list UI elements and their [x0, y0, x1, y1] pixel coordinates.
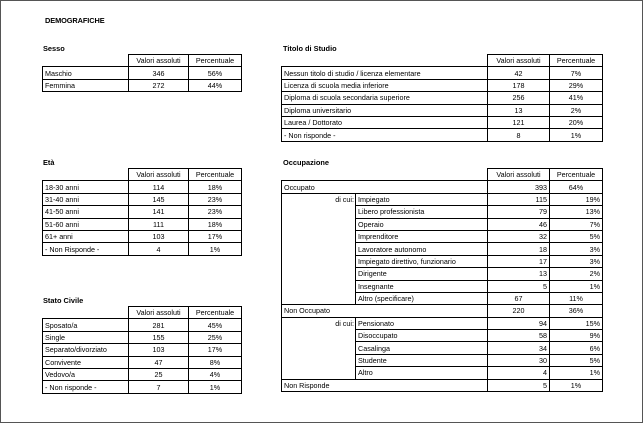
- cell-pct: 64%: [550, 181, 603, 193]
- row-label: Laurea / Dottorato: [282, 116, 488, 128]
- table-row: [43, 181, 242, 193]
- eta-table: [42, 168, 242, 256]
- cell-abs: 13: [488, 268, 550, 280]
- row-label: Diploma di scuola secondaria superiore: [282, 92, 488, 104]
- stato-civile-title: Stato Civile: [43, 296, 84, 305]
- table-header-row: [282, 55, 603, 67]
- row-label: Impiegato: [356, 193, 488, 205]
- table-row: [43, 381, 242, 393]
- cell-abs: 4: [488, 367, 550, 379]
- row-label: 31-40 anni: [43, 193, 129, 205]
- cell-pct: 23%: [189, 193, 242, 205]
- table-row: [43, 331, 242, 343]
- stato-civile-table: [42, 306, 242, 394]
- cell-abs: 114: [129, 181, 189, 193]
- cell-abs: 58: [488, 330, 550, 342]
- cell-abs: 8: [488, 129, 550, 141]
- row-label: Vedovo/a: [43, 368, 129, 380]
- row-label: Studente: [356, 354, 488, 366]
- table-row: [282, 367, 603, 379]
- table-row: [43, 368, 242, 380]
- cell-abs: 393: [488, 181, 550, 193]
- row-label: Casalinga: [356, 342, 488, 354]
- cell-pct: 45%: [189, 319, 242, 331]
- cell-pct: 5%: [550, 230, 603, 242]
- cell-abs: 5: [488, 379, 550, 391]
- cell-pct: 1%: [550, 280, 603, 292]
- row-label: Libero professionista: [356, 206, 488, 218]
- row-label: Non Occupato: [282, 305, 356, 317]
- column-header: Percentuale: [189, 169, 242, 181]
- cell-pct: 7%: [550, 218, 603, 230]
- table-row: [282, 280, 603, 292]
- column-header: Percentuale: [550, 169, 603, 181]
- table-row: [43, 206, 242, 218]
- cell-pct: 23%: [189, 206, 242, 218]
- cell-abs: 178: [488, 79, 550, 91]
- row-label: 61+ anni: [43, 230, 129, 242]
- column-header: Valori assoluti: [129, 169, 189, 181]
- cell-abs: 346: [129, 67, 189, 79]
- table-header-row: [43, 55, 242, 67]
- cell-abs: 17: [488, 255, 550, 267]
- table-row: [282, 292, 603, 304]
- table-row: [282, 268, 603, 280]
- row-label: Imprenditore: [356, 230, 488, 242]
- cell-pct: 18%: [189, 181, 242, 193]
- table-row: [282, 129, 603, 141]
- cell-abs: 121: [488, 116, 550, 128]
- cell-abs: 141: [129, 206, 189, 218]
- row-label: Operaio: [356, 218, 488, 230]
- cell-pct: 8%: [189, 356, 242, 368]
- cell-pct: 19%: [550, 193, 603, 205]
- table-header-row: [282, 169, 603, 181]
- row-label: Altro: [356, 367, 488, 379]
- row-label: 41-50 anni: [43, 206, 129, 218]
- table-row: [282, 104, 603, 116]
- cell-abs: 32: [488, 230, 550, 242]
- column-header: Percentuale: [550, 55, 603, 67]
- cell-pct: 5%: [550, 354, 603, 366]
- eta-title: Età: [43, 158, 55, 167]
- cell-pct: 17%: [189, 230, 242, 242]
- column-header: Percentuale: [189, 307, 242, 319]
- row-label: Non Risponde: [282, 379, 356, 391]
- column-header: Valori assoluti: [129, 307, 189, 319]
- table-row: [282, 354, 603, 366]
- table-row: [43, 243, 242, 255]
- table-row: [282, 116, 603, 128]
- row-label: - Non risponde -: [43, 381, 129, 393]
- row-label: - Non Risponde -: [43, 243, 129, 255]
- table-row: [282, 92, 603, 104]
- cell-pct: 1%: [550, 379, 603, 391]
- row-label: - Non risponde -: [282, 129, 488, 141]
- cell-abs: 79: [488, 206, 550, 218]
- table-row: [43, 79, 242, 91]
- document-title: DEMOGRAFICHE: [45, 16, 105, 25]
- column-header: Valori assoluti: [488, 169, 550, 181]
- cell-abs: 145: [129, 193, 189, 205]
- cell-pct: 1%: [550, 129, 603, 141]
- table-row: [282, 206, 603, 218]
- cell-pct: 1%: [550, 367, 603, 379]
- cell-abs: 25: [129, 368, 189, 380]
- cell-abs: 47: [129, 356, 189, 368]
- cell-pct: 15%: [550, 317, 603, 329]
- column-header: Valori assoluti: [129, 55, 189, 67]
- cell-abs: 30: [488, 354, 550, 366]
- cell-abs: 115: [488, 193, 550, 205]
- cell-abs: 7: [129, 381, 189, 393]
- row-label: 18-30 anni: [43, 181, 129, 193]
- occupazione-table: [281, 168, 603, 392]
- di-cui-label: di cui:: [282, 193, 356, 205]
- row-label: Diploma universitario: [282, 104, 488, 116]
- row-label: 51-60 anni: [43, 218, 129, 230]
- cell-abs: 155: [129, 331, 189, 343]
- table-row: [43, 193, 242, 205]
- cell-pct: 2%: [550, 268, 603, 280]
- cell-abs: 111: [129, 218, 189, 230]
- row-label: Occupato: [282, 181, 356, 193]
- cell-abs: 42: [488, 67, 550, 79]
- cell-pct: 13%: [550, 206, 603, 218]
- cell-pct: 36%: [550, 305, 603, 317]
- row-label: Disoccupato: [356, 330, 488, 342]
- cell-abs: 256: [488, 92, 550, 104]
- table-header-row: [43, 307, 242, 319]
- row-label: Sposato/a: [43, 319, 129, 331]
- table-row: [43, 67, 242, 79]
- table-row: [282, 243, 603, 255]
- cell-abs: 13: [488, 104, 550, 116]
- row-label: Maschio: [43, 67, 129, 79]
- occupazione-title: Occupazione: [283, 158, 329, 167]
- cell-pct: 29%: [550, 79, 603, 91]
- titolo-studio-title: Titolo di Studio: [283, 44, 337, 53]
- cell-pct: 56%: [189, 67, 242, 79]
- row-label: Dirigente: [356, 268, 488, 280]
- cell-abs: 5: [488, 280, 550, 292]
- row-label: Separato/divorziato: [43, 344, 129, 356]
- di-cui-label: di cui:: [282, 317, 356, 329]
- cell-abs: 4: [129, 243, 189, 255]
- sesso-title: Sesso: [43, 44, 65, 53]
- sesso-table: [42, 54, 242, 92]
- cell-pct: 6%: [550, 342, 603, 354]
- row-label: Altro (specificare): [356, 292, 488, 304]
- cell-abs: 103: [129, 344, 189, 356]
- row-label: Lavoratore autonomo: [356, 243, 488, 255]
- table-row: [43, 319, 242, 331]
- table-row: [282, 305, 603, 317]
- row-label: Single: [43, 331, 129, 343]
- table-row: [282, 230, 603, 242]
- cell-pct: 9%: [550, 330, 603, 342]
- cell-pct: 18%: [189, 218, 242, 230]
- table-row: [282, 330, 603, 342]
- table-row: [43, 356, 242, 368]
- table-row: [282, 317, 603, 329]
- table-row: [282, 218, 603, 230]
- table-header-row: [43, 169, 242, 181]
- cell-abs: 220: [488, 305, 550, 317]
- cell-pct: 2%: [550, 104, 603, 116]
- table-row: [282, 79, 603, 91]
- cell-pct: 3%: [550, 243, 603, 255]
- cell-abs: 18: [488, 243, 550, 255]
- cell-abs: 46: [488, 218, 550, 230]
- row-label: Femmina: [43, 79, 129, 91]
- table-row: [43, 230, 242, 242]
- cell-abs: 67: [488, 292, 550, 304]
- row-label: Nessun titolo di studio / licenza elementare: [282, 67, 488, 79]
- cell-pct: 7%: [550, 67, 603, 79]
- cell-abs: 272: [129, 79, 189, 91]
- row-label: Insegnante: [356, 280, 488, 292]
- cell-pct: 3%: [550, 255, 603, 267]
- cell-pct: 11%: [550, 292, 603, 304]
- table-row: [282, 67, 603, 79]
- table-row: [43, 344, 242, 356]
- cell-abs: 281: [129, 319, 189, 331]
- cell-pct: 41%: [550, 92, 603, 104]
- table-row: [282, 181, 603, 193]
- cell-abs: 34: [488, 342, 550, 354]
- table-row: [282, 342, 603, 354]
- titolo-studio-table: [281, 54, 603, 142]
- cell-pct: 44%: [189, 79, 242, 91]
- row-label: Pensionato: [356, 317, 488, 329]
- cell-pct: 25%: [189, 331, 242, 343]
- cell-pct: 20%: [550, 116, 603, 128]
- table-row: [282, 255, 603, 267]
- column-header: Valori assoluti: [488, 55, 550, 67]
- table-row: [282, 193, 603, 205]
- row-label: Convivente: [43, 356, 129, 368]
- cell-pct: 1%: [189, 243, 242, 255]
- table-row: [43, 218, 242, 230]
- column-header: Percentuale: [189, 55, 242, 67]
- cell-abs: 94: [488, 317, 550, 329]
- table-row: [282, 379, 603, 391]
- cell-abs: 103: [129, 230, 189, 242]
- row-label: Impiegato direttivo, funzionario: [356, 255, 488, 267]
- cell-pct: 4%: [189, 368, 242, 380]
- cell-pct: 17%: [189, 344, 242, 356]
- cell-pct: 1%: [189, 381, 242, 393]
- row-label: Licenza di scuola media inferiore: [282, 79, 488, 91]
